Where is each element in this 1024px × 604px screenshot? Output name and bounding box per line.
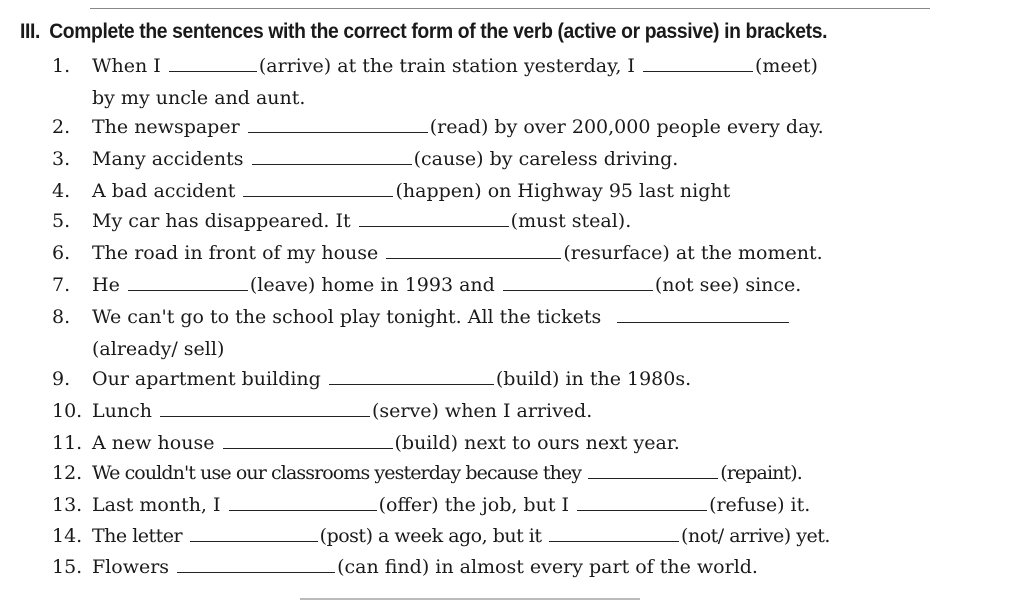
- answer-blank[interactable]: [243, 182, 393, 197]
- item-number: 7.: [52, 274, 71, 296]
- item-number: 9.: [52, 368, 71, 390]
- item-text: (resurface) at the moment.: [563, 242, 823, 264]
- answer-blank[interactable]: [169, 57, 257, 72]
- item-text: The letter: [92, 525, 183, 547]
- exercise-item-8: [52, 306, 791, 328]
- item-8-continuation: (already/ sell): [92, 338, 225, 360]
- item-text: Last month, I: [92, 494, 221, 516]
- exercise-item-5: [52, 210, 631, 232]
- item-text: Flowers: [92, 556, 170, 578]
- exercise-item-10: [52, 400, 592, 422]
- exercise-item-15: [52, 556, 758, 578]
- exercise-item-9: [52, 368, 691, 390]
- exercise-item-13: [52, 494, 810, 516]
- item-text: The road in front of my house: [92, 242, 379, 264]
- answer-blank[interactable]: [252, 150, 412, 165]
- answer-blank[interactable]: [223, 434, 393, 449]
- item-text: (read) by over 200,000 people every day.: [429, 116, 824, 138]
- item-text: Lunch: [92, 400, 152, 422]
- item-number: 11.: [52, 432, 83, 454]
- top-divider: [90, 8, 930, 9]
- item-text: (must steal).: [510, 210, 632, 232]
- exercise-number: III.: [20, 20, 41, 43]
- exercise-item-3: [52, 148, 678, 170]
- exercise-item-11: [52, 432, 680, 454]
- answer-blank[interactable]: [617, 308, 789, 323]
- item-text: (refuse) it.: [709, 494, 811, 516]
- item-text: Many accidents: [92, 148, 244, 170]
- item-1-continuation: by my uncle and aunt.: [92, 87, 306, 109]
- item-text: (build) in the 1980s.: [495, 368, 692, 390]
- answer-blank[interactable]: [177, 558, 335, 573]
- item-text: We couldn't use our classrooms yesterday because they: [92, 462, 582, 484]
- item-text: (can find) in almost every part of the world.: [337, 556, 758, 578]
- item-text: Our apartment building: [92, 368, 321, 390]
- exercise-item-1: [52, 55, 818, 77]
- exercise-item-6: [52, 242, 823, 264]
- item-number: 6.: [52, 242, 71, 264]
- exercise-item-12: [52, 462, 802, 484]
- item-number: 3.: [52, 148, 71, 170]
- answer-blank[interactable]: [229, 496, 377, 511]
- answer-blank[interactable]: [549, 527, 679, 542]
- item-text: A new house: [92, 432, 215, 454]
- item-number: 2.: [52, 116, 71, 138]
- exercise-item-14: [52, 525, 830, 547]
- item-text: (not see) since.: [654, 274, 802, 296]
- item-text: (arrive) at the train station yesterday, I: [258, 55, 635, 77]
- item-number: 15.: [52, 556, 83, 578]
- answer-blank[interactable]: [577, 496, 707, 511]
- exercise-item-2: [52, 116, 824, 138]
- item-text: My car has disappeared. It: [92, 210, 351, 232]
- answer-blank[interactable]: [386, 244, 561, 259]
- item-text: (leave) home in 1993 and: [249, 274, 495, 296]
- answer-blank[interactable]: [588, 464, 718, 479]
- answer-blank[interactable]: [359, 212, 509, 227]
- item-text: A bad accident: [92, 180, 236, 202]
- exercise-item-7: [52, 274, 801, 296]
- item-text: (meet): [754, 55, 818, 77]
- item-number: 13.: [52, 494, 83, 516]
- item-text: (happen) on Highway 95 last night: [395, 180, 731, 202]
- exercise-title: Complete the sentences with the correct form of the verb (active or passive) in brackets.: [49, 20, 828, 43]
- answer-blank[interactable]: [503, 276, 653, 291]
- answer-blank[interactable]: [329, 370, 494, 385]
- item-text: (cause) by careless driving.: [413, 148, 679, 170]
- item-number: 1.: [52, 55, 71, 77]
- item-text: (not/ arrive) yet.: [681, 525, 830, 547]
- item-number: 12.: [52, 462, 83, 484]
- item-number: 10.: [52, 400, 83, 422]
- exercise-heading: [20, 20, 827, 44]
- answer-blank[interactable]: [160, 402, 370, 417]
- item-text: (post) a week ago, but it: [319, 525, 542, 547]
- item-number: 4.: [52, 180, 71, 202]
- item-number: 14.: [52, 525, 83, 547]
- item-text: The newspaper: [92, 116, 240, 138]
- item-text: We can't go to the school play tonight. All the tickets: [92, 306, 602, 328]
- answer-blank[interactable]: [643, 57, 753, 72]
- item-number: 8.: [52, 306, 71, 328]
- item-text: (build) next to ours next year.: [394, 432, 680, 454]
- item-text: (offer) the job, but I: [378, 494, 570, 516]
- item-text: When I: [92, 55, 161, 77]
- answer-blank[interactable]: [248, 118, 428, 133]
- item-text: He: [92, 274, 120, 296]
- bottom-divider: [300, 598, 640, 600]
- item-text: (serve) when I arrived.: [372, 400, 593, 422]
- item-number: 5.: [52, 210, 71, 232]
- item-text: (repaint).: [720, 462, 802, 484]
- answer-blank[interactable]: [128, 276, 248, 291]
- answer-blank[interactable]: [190, 527, 318, 542]
- exercise-item-4: [52, 180, 730, 202]
